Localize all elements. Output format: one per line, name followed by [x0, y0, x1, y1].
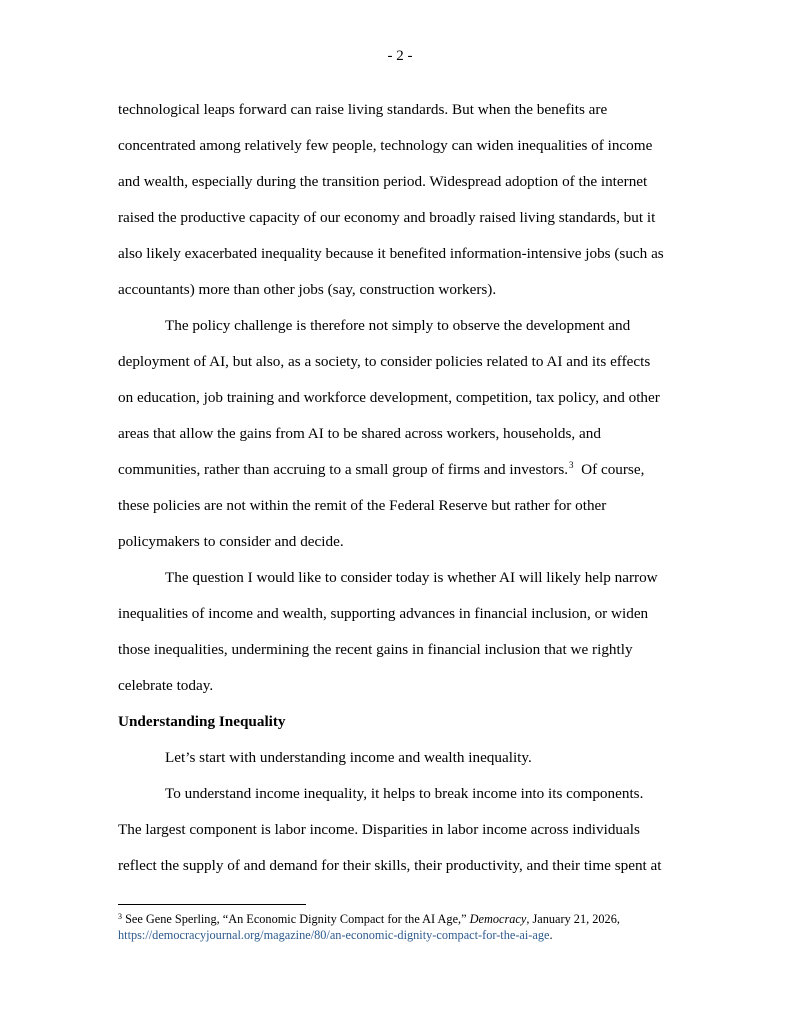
- text-segment: Of course,: [573, 461, 645, 478]
- text-line: these policies are not within the remit of the Federal Reserve but rather for other: [118, 497, 607, 514]
- footnote-link[interactable]: https://democracyjournal.org/magazine/80/an-economic-dignity-compact-for-the-ai-age: [118, 928, 550, 942]
- text-line: accountants) more than other jobs (say, construction workers).: [118, 281, 497, 298]
- text-line: deployment of AI, but also, as a society, to consider policies related to AI and its effects: [118, 353, 651, 370]
- text-line: concentrated among relatively few people, technology can widen inequalities of income: [118, 137, 653, 154]
- section-heading-block: [118, 704, 688, 740]
- text-line: areas that allow the gains from AI to be shared across workers, households, and: [118, 425, 601, 442]
- text-segment: communities, rather than accruing to a small group of firms and investors.: [118, 461, 569, 478]
- text-line: those inequalities, undermining the recent gains in financial inclusion that we rightly: [118, 641, 633, 658]
- section-heading: Understanding Inequality: [118, 713, 286, 730]
- text-line-with-footnote: [118, 452, 688, 488]
- footnote-line-1: [118, 911, 688, 927]
- text-line: inequalities of income and wealth, supporting advances in financial inclusion, or widen: [118, 605, 649, 622]
- text-line: raised the productive capacity of our economy and broadly raised living standards, but it: [118, 209, 656, 226]
- text-line: The policy challenge is therefore not simply to observe the development and: [165, 317, 631, 334]
- paragraph-1: [118, 92, 688, 308]
- text-line: policymakers to consider and decide.: [118, 533, 344, 550]
- paragraph-2: [118, 308, 688, 560]
- footnote-date: , January 21, 2026,: [526, 912, 620, 926]
- text-line: To understand income inequality, it helps to break income into its components.: [165, 785, 644, 802]
- text-line: reflect the supply of and demand for their skills, their productivity, and their time spent at: [118, 857, 662, 874]
- paragraph-4: [118, 740, 688, 776]
- text-line: Let’s start with understanding income and wealth inequality.: [165, 749, 532, 766]
- footnote-line-2: [118, 927, 688, 943]
- page-number: - 2 -: [387, 48, 413, 64]
- footnote-reference[interactable]: 3: [569, 460, 574, 470]
- text-line: celebrate today.: [118, 677, 214, 694]
- footnote-marker: 3: [118, 912, 122, 921]
- document-body: [118, 92, 688, 884]
- footnote-publication: Democracy: [469, 912, 527, 926]
- paragraph-3: [118, 560, 688, 704]
- text-line: technological leaps forward can raise living standards. But when the benefits are: [118, 101, 608, 118]
- footnote-period: .: [549, 928, 553, 942]
- footnote-divider: [118, 904, 306, 905]
- footnote-text: See Gene Sperling, “An Economic Dignity Compact for the AI Age,”: [122, 912, 470, 926]
- text-line: The question I would like to consider today is whether AI will likely help narrow: [165, 569, 658, 586]
- paragraph-5: [118, 776, 688, 884]
- text-line: The largest component is labor income. Disparities in labor income across individuals: [118, 821, 640, 838]
- text-line: also likely exacerbated inequality because it benefited information-intensive jobs (such as: [118, 245, 664, 262]
- footnote: [118, 911, 688, 943]
- text-line: on education, job training and workforce development, competition, tax policy, and other: [118, 389, 660, 406]
- text-line: and wealth, especially during the transition period. Widespread adoption of the internet: [118, 173, 648, 190]
